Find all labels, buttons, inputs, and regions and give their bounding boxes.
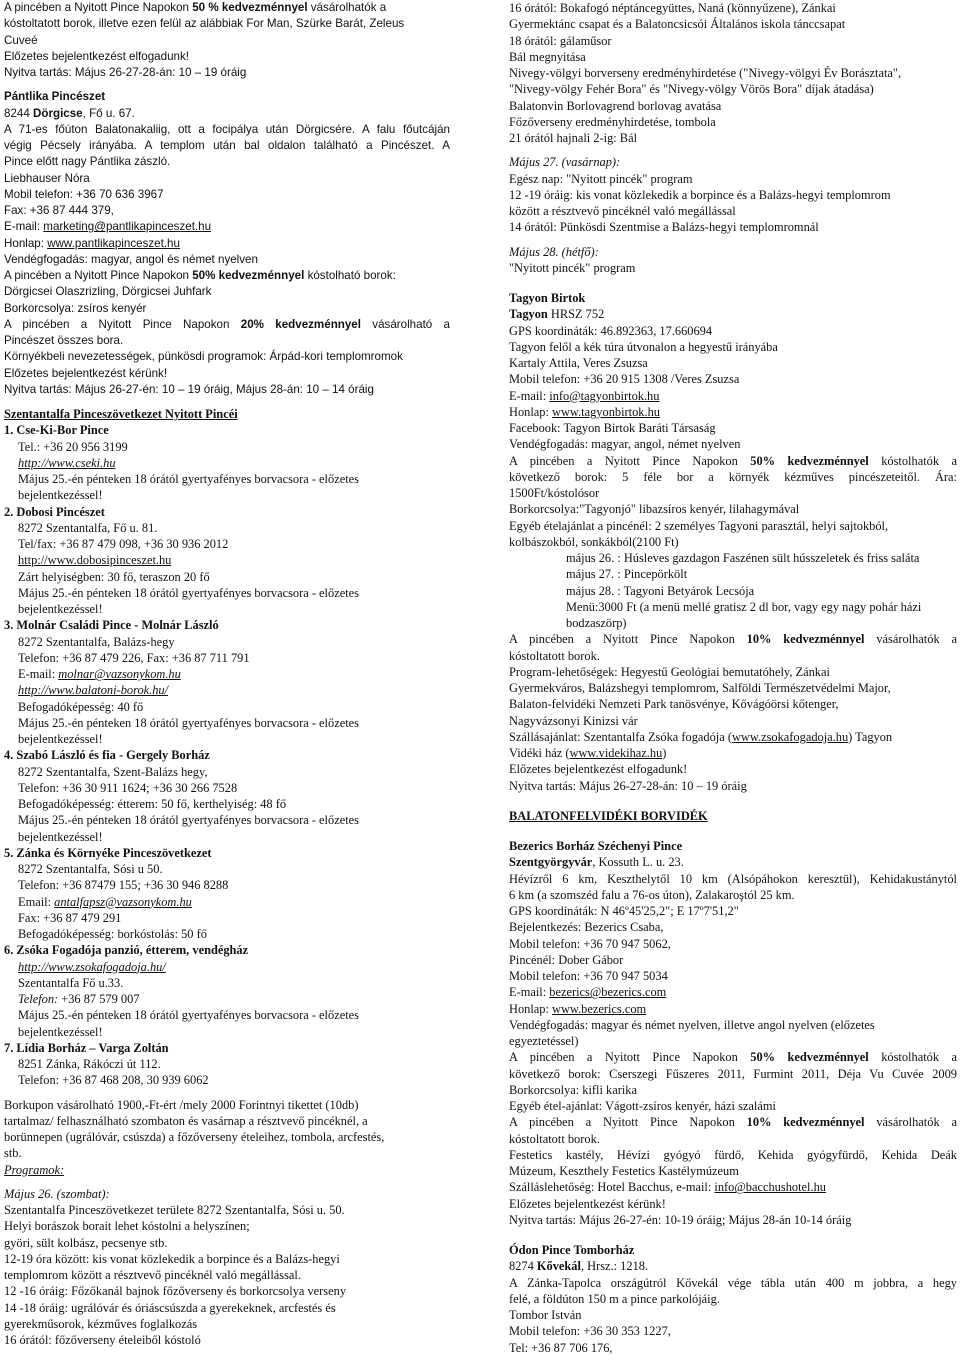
text-line[interactable]: E-mail: bezerics@bezerics.com bbox=[509, 985, 667, 1000]
text-line: Telefon: +36 30 911 1624; +36 30 266 7528 bbox=[18, 780, 238, 795]
text-line[interactable]: Honlap: www.pantlikapinceszet.hu bbox=[4, 236, 180, 250]
text-line: Borkorcsolya: kifli karika bbox=[509, 1082, 638, 1097]
text-line: felé, a földúton 150 m a pince parkolójáig. bbox=[509, 1291, 720, 1306]
text-line: Főzőverseny eredményhirdetése, tombola bbox=[509, 114, 716, 129]
link[interactable]: antalfapsz@vazsonykom.hu bbox=[54, 894, 192, 909]
text-line: bejelentkezéssel! bbox=[18, 488, 103, 503]
bold-text: Szentgyörgyvár bbox=[509, 855, 593, 870]
text-line: Telefon: +36 87 468 208, 30 939 6062 bbox=[18, 1073, 209, 1088]
text-line[interactable]: Szálláslehetőség: Hotel Bacchus, e-mail: info@bacchushotel.hu bbox=[509, 1180, 826, 1195]
text-line: Szentantalfa Pinceszövetkezet Nyitott Pincéi bbox=[4, 407, 238, 421]
text-line: 4. Szabó László és fia - Gergely Borház bbox=[4, 748, 210, 763]
spacer bbox=[509, 146, 957, 154]
text-line: 18 órától: gálaműsor bbox=[509, 33, 612, 48]
text-line: "Nivegy-völgy Fehér Bora" és "Nivegy-völgy Vörös Bora" díjak átadása) bbox=[509, 82, 874, 97]
link[interactable]: www.pantlikapinceszet.hu bbox=[47, 236, 180, 250]
bold-text: Tagyon bbox=[509, 307, 548, 322]
spacer bbox=[509, 1228, 957, 1242]
text-line: A pincében a Nyitott Pince Napokon 10% kedvezménnyel vásárolhatók a bbox=[509, 1115, 957, 1130]
text-line: Nivegy-völgyi borverseny eredményhirdetése ("Nivegy-völgyi Év Borásztata", bbox=[509, 66, 902, 80]
spacer bbox=[4, 1178, 450, 1186]
text-line: Helyi borászok borait lehet kóstolni a helyszínen; bbox=[4, 1219, 250, 1234]
bold-text: 10% kedvezménnyel bbox=[746, 632, 865, 647]
text-line: 6 km (a szomszéd falu a 76-os úton), Zalakaroştól 25 km. bbox=[509, 887, 795, 902]
text-line: Nagyvázsonyi Kinizsi vár bbox=[509, 713, 638, 728]
bold-text: 50% kedvezménnyel bbox=[192, 269, 305, 282]
text-line: bejelentkezéssel! bbox=[18, 829, 103, 844]
text-line: Mobil telefon: +36 30 353 1227, bbox=[509, 1324, 671, 1339]
link[interactable]: info@tagyonbirtok.hu bbox=[549, 388, 660, 403]
link[interactable]: molnar@vazsonykom.hu bbox=[58, 667, 181, 681]
text-line: Vendégfogadás: magyar, angol és német nyelven bbox=[4, 252, 258, 266]
text-line: 3. Molnár Családi Pince - Molnár László bbox=[4, 618, 219, 633]
bold-text: 10% kedvezménnyel bbox=[746, 1115, 865, 1130]
text-line: Befogadóképesség: borkóstolás: 50 fő bbox=[18, 927, 207, 941]
spacer bbox=[509, 276, 957, 290]
text-line: május 26. : Húsleves gazdagon Faszénen sült hússzeletek és friss saláta bbox=[566, 551, 920, 565]
text-line[interactable]: Email: antalfapsz@vazsonykom.hu bbox=[18, 894, 192, 909]
text-line: Május 27. (vasárnap): bbox=[509, 155, 621, 170]
text-line: Borkorcsolya:"Tagyonjó" libazsíros kenyér, lilahagymával bbox=[509, 502, 800, 517]
link[interactable]: marketing@pantlikapinceszet.hu bbox=[43, 220, 212, 234]
text-line: egyeztetéssel) bbox=[509, 1034, 579, 1048]
link[interactable]: www.videkihaz.hu bbox=[569, 746, 663, 760]
text-line: Hévízről 6 km, Keszthelytől 10 km (Alsópáhokon keresztül), Kehidakustánytól bbox=[509, 871, 957, 886]
text-line: 1500Ft/kóstolósor bbox=[509, 486, 600, 500]
text-line: http://www.dobosipinceszet.hu bbox=[18, 553, 172, 568]
text-line[interactable]: E-mail: marketing@pantlikapinceszet.hu bbox=[4, 220, 212, 234]
text-line: templomrom között a résztvevő pincéknél való megállással. bbox=[4, 1268, 301, 1282]
text-line: Múzeum, Keszthely Festetics Kastélymúzeum bbox=[509, 1164, 739, 1178]
text-line: 14 órától: Pünkösdi Szentmise a Balázs-hegyi templomromnál bbox=[509, 220, 819, 235]
text-line: 8272 Szentantalfa, Szent-Balázs hegy, bbox=[18, 764, 208, 779]
link[interactable]: www.tagyonbirtok.hu bbox=[552, 404, 660, 419]
text-line: Balaton-felvidéki Nemzeti Park tanösvénye, Kővágóörsi kőtenger, bbox=[509, 697, 839, 712]
text-line: Egyéb étel-ajánlat: Vágott-zsíros kenyér, házi szalámi bbox=[509, 1099, 776, 1113]
text-line: A 71-es főúton Balatonakaliig, ott a focipálya után Dörgicsére. A falu főutcáján bbox=[4, 122, 450, 136]
text-line: 2. Dobosi Pincészet bbox=[4, 504, 105, 519]
text-line: kóstoltatott borok. bbox=[509, 1131, 600, 1146]
text-line: Szentantalfa Fő u.33. bbox=[18, 975, 124, 990]
text-line: 12 -19 óráig: kis vonat közlekedik a borpince és a Balázs-hegyi templomrom bbox=[509, 187, 891, 202]
text-line: május 27. : Pincepörkölt bbox=[566, 567, 688, 582]
link[interactable]: www.zsokafogadoja.hu bbox=[731, 729, 849, 744]
text-line[interactable]: E-mail: info@tagyonbirtok.hu bbox=[509, 388, 660, 403]
text-line: Pincészet összes bora. bbox=[4, 334, 124, 347]
text-line: Tel: +36 87 706 176, bbox=[509, 1340, 613, 1355]
left-column bbox=[4, 0, 450, 1348]
text-line: Mobil telefon: +36 70 947 5062, bbox=[509, 936, 671, 951]
text-line: Borkorcsolya: zsíros kenyér bbox=[4, 301, 147, 315]
text-line: 8272 Szentantalfa, Fő u. 81. bbox=[18, 520, 158, 535]
text-line: borünnepen (ugrálóvár, csúszda) a főzőverseny ételeihez, tombola, arcfestés, bbox=[4, 1130, 385, 1144]
text-line: kóstoltatott borok, illetve ezen felül az alábbiak For Man, Szürke Barát, Zeleus bbox=[4, 17, 405, 31]
text-line: Bezerics Borház Széchenyi Pince bbox=[509, 839, 683, 853]
text-line: Gyermektánc csapat és a Balatoncsicsói Általános iskola tánccsapat bbox=[509, 17, 846, 32]
text-line: következő borok: 5 féle bor a környék kézműves pincészeteitől. Ára: bbox=[509, 469, 957, 484]
text-line: BALATONFELVIDÉKI BORVIDÉK bbox=[509, 808, 708, 823]
text-line: A pincében a Nyitott Pince Napokon 10% kedvezménnyel vásárolhatók a bbox=[509, 632, 957, 647]
text-line: Bál megnyitása bbox=[509, 49, 586, 64]
text-line: A pincében a Nyitott Pince Napokon 50% kedvezménnyel kóstolhatók a bbox=[509, 453, 957, 468]
text-line: Május 25.-én pénteken 18 órától gyertyafényes borvacsora - előzetes bbox=[18, 585, 359, 600]
text-line: 8272 Szentantalfa, Balázs-hegy bbox=[18, 634, 175, 649]
text-line: Tagyon Birtok bbox=[509, 291, 586, 305]
text-line: GPS koordináták: 46.892363, 17.660694 bbox=[509, 323, 713, 338]
bold-text: 50 % kedvezménnyel bbox=[192, 1, 308, 14]
text-line: Nyitva tartás: Május 26-27-én: 10 – 19 óráig, Május 28-án: 10 – 14 óráig bbox=[4, 382, 374, 396]
text-line: Programok: bbox=[4, 1162, 65, 1177]
text-line: között a résztvevő pincéknél való megállással bbox=[509, 204, 736, 218]
text-line: Telefon: +36 87479 155; +36 30 946 8288 bbox=[18, 878, 229, 893]
text-line: kóstoltatott borok. bbox=[509, 648, 600, 663]
text-line: Mobil telefon: +36 70 947 5034 bbox=[509, 969, 668, 983]
text-line: Menü:3000 Ft (a menü mellé gratisz 2 dl bor, vagy egy nagy pohár házi bbox=[566, 599, 922, 614]
text-line: 5. Zánka és Környéke Pinceszövetkezet bbox=[4, 845, 212, 860]
text-line: Telefon: +36 87 479 226, Fax: +36 87 711 791 bbox=[18, 650, 250, 665]
text-line: györi, sült kolbász, pecsenye stb. bbox=[4, 1235, 168, 1250]
text-line: stb. bbox=[4, 1146, 22, 1161]
text-line: bejelentkezéssel! bbox=[18, 602, 103, 616]
bold-text: Dörgicse bbox=[33, 106, 83, 120]
text-line: GPS koordináták: N 46º45'25,2"; E 17º7'51,2" bbox=[509, 904, 739, 918]
text-line[interactable]: Szállásajánlat: Szentantalfa Zsóka fogadója (www.zsokafogadoja.hu) Tagyon bbox=[509, 729, 893, 744]
text-line: A pincében a Nyitott Pince Napokon 50% kedvezménnyel kóstolható borok: bbox=[4, 269, 396, 282]
text-line: bejelentkezéssel! bbox=[18, 1024, 103, 1039]
text-line: Bejelentkezés: Bezerics Csaba, bbox=[509, 920, 664, 935]
text-line: Fax: +36 87 444 379, bbox=[4, 204, 114, 217]
link[interactable]: bezerics@bezerics.com bbox=[549, 985, 667, 1000]
text-line: gyerekműsorok, kézműves foglalkozás bbox=[4, 1316, 198, 1331]
text-line: Pince előtt nagy Pántlika zászló. bbox=[4, 155, 171, 169]
text-line: Környékbeli nevezetességek, pünkösdi programok: Árpád-kori templomromok bbox=[4, 350, 403, 364]
text-line: Program-lehetőségek: Hegyestű Geológiai bemutatóhely, Zánkai bbox=[509, 664, 830, 679]
bold-text: Kővekál bbox=[536, 1259, 581, 1274]
text-line: Mobil telefon: +36 20 915 1308 /Veres Zsuzsa bbox=[509, 372, 740, 387]
text-line: tartalmaz/ felhasználható szombaton és vasárnap a résztvevő pincéknél, a bbox=[4, 1113, 368, 1128]
text-line: 7. Lídia Borház – Varga Zoltán bbox=[4, 1040, 169, 1055]
text-line: Liebhauser Nóra bbox=[4, 171, 90, 185]
text-line: következő borok: Cserszegi Fűszeres 2011, Furmint 2011, Déja Vu Cuvée 2009 bbox=[509, 1066, 957, 1081]
spacer bbox=[4, 398, 450, 406]
text-line: Tagyon felől a kék túra útvonalon a hegyestű irányába bbox=[509, 339, 778, 354]
text-line: Borkupon vásárolható 1900,-Ft-ért /mely 2000 Forintnyi tikettet (10db) bbox=[4, 1097, 359, 1112]
text-line: végig Pécsely irányába. A templom után bal oldalon található a Pincészet. A bbox=[4, 139, 450, 152]
text-line: 21 órától hajnali 2-ig: Bál bbox=[509, 131, 638, 145]
text-line: 8274 Kővekál, Hrsz.: 1218. bbox=[509, 1259, 649, 1274]
text-line: Előzetes bejelentkezést kérünk! bbox=[4, 366, 168, 380]
text-line: Május 26. (szombat): bbox=[4, 1186, 110, 1201]
text-line: kolbászokból, sonkákból(2100 Ft) bbox=[509, 534, 679, 549]
text-line: Pántlika Pincészet bbox=[4, 90, 106, 104]
text-line: http://www.balatoni-borok.hu/ bbox=[18, 683, 169, 698]
text-line: Festetics kastély, Hévízi gyógyó fürdő, Kehida gyógyfürdő, Kehida Deák bbox=[509, 1147, 957, 1162]
text-line: bodzaszörp) bbox=[566, 616, 627, 630]
text-line: Ódon Pince Tomborház bbox=[509, 1243, 635, 1257]
text-line: Előzetes bejelentkezést elfogadunk! bbox=[4, 49, 189, 63]
text-line: http://www.zsokafogadoja.hu/ bbox=[18, 959, 166, 974]
spacer bbox=[4, 81, 450, 89]
italic-text: Telefon: bbox=[18, 992, 59, 1006]
link[interactable]: info@bacchushotel.hu bbox=[714, 1180, 826, 1195]
text-line: 16 órától: főzőverseny ételeiből kóstoló bbox=[4, 1333, 201, 1347]
text-line: A Zánka-Tapolca országútról Kővekál vége tábla után 400 m jobbra, a hegy bbox=[509, 1275, 957, 1290]
text-line: Május 28. (hétfő): bbox=[509, 244, 599, 259]
text-line: bejelentkezéssel! bbox=[18, 732, 103, 746]
text-line: Tagyon HRSZ 752 bbox=[509, 307, 605, 322]
text-line: Tel/fax: +36 87 479 098, +36 30 936 2012 bbox=[18, 537, 229, 551]
text-line: A pincében a Nyitott Pince Napokon 20% kedvezménnyel vásárolható a bbox=[4, 317, 450, 331]
text-line: http://www.cseki.hu bbox=[18, 455, 116, 470]
text-line: A pincében a Nyitott Pince Napokon 50 % kedvezménnyel vásárolhatók a bbox=[4, 1, 387, 14]
text-line: Nyitva tartás: Május 26-27-28-án: 10 – 19 óráig bbox=[509, 778, 747, 793]
text-line: Fax: +36 87 479 291 bbox=[18, 910, 122, 925]
text-line: Tel.: +36 20 956 3199 bbox=[18, 439, 128, 454]
text-line: Egyéb ételajánlat a pincénél: 2 személyes Tagyoni parasztál, helyi sajtokból, bbox=[509, 518, 889, 533]
text-line[interactable]: Honlap: www.tagyonbirtok.hu bbox=[509, 404, 660, 419]
text-line: 8251 Zánka, Rákóczi út 112. bbox=[18, 1057, 161, 1071]
text-line: Nyitva tartás: Május 26-27-28-án: 10 – 19 óráig bbox=[4, 66, 247, 79]
text-line: Balatonvin Borlovagrend borlovag avatása bbox=[509, 98, 722, 113]
bold-text: 50% kedvezménnyel bbox=[750, 453, 869, 468]
text-line: "Nyitott pincék" program bbox=[509, 260, 636, 275]
text-line: 1. Cse-Ki-Bor Pince bbox=[4, 423, 109, 438]
text-line: Zárt helyiségben: 30 fő, teraszon 20 fő bbox=[18, 569, 210, 584]
text-line: Mobil telefon: +36 70 636 3967 bbox=[4, 187, 164, 201]
text-line: Pincénél: Dober Gábor bbox=[509, 952, 624, 967]
text-line: Gyermekváros, Balázshegyi templomrom, Salföldi Természetvédelmi Major, bbox=[509, 681, 891, 695]
text-line: 12 -16 óráig: Főzőkanál bajnok főzőverseny és borkorcsolya verseny bbox=[4, 1284, 347, 1299]
text-line: Befogadóképesség: étterem: 50 fő, kerthelyiség: 48 fő bbox=[18, 797, 287, 811]
text-line: A pincében a Nyitott Pince Napokon 50% kedvezménnyel kóstolhatók a bbox=[509, 1050, 957, 1065]
text-line: Dörgicsei Olaszrizling, Dörgicsei Juhfark bbox=[4, 285, 212, 299]
text-line: Előzetes bejelentkezést elfogadunk! bbox=[509, 762, 688, 777]
text-line: Szentgyörgyvár, Kossuth L. u. 23. bbox=[509, 855, 684, 870]
text-line: Vendégfogadás: magyar és német nyelven, illetve angol nyelven (előzetes bbox=[509, 1017, 875, 1032]
text-line: Május 25.-én pénteken 18 órától gyertyafényes borvacsora - előzetes bbox=[18, 1008, 359, 1023]
text-line: Május 25.-én pénteken 18 órától gyertyafényes borvacsora - előzetes bbox=[18, 813, 359, 828]
text-line: Május 25.-én pénteken 18 órától gyertyafényes borvacsora - előzetes bbox=[18, 715, 359, 730]
text-line[interactable]: E-mail: molnar@vazsonykom.hu bbox=[18, 667, 181, 681]
text-line: 16 órától: Bokafogó néptáncegyüttes, Naná (könnyűzene), Zánkai bbox=[509, 1, 836, 15]
bold-text: 20% kedvezménnyel bbox=[240, 317, 361, 331]
text-line: Facebook: Tagyon Birtok Baráti Társaság bbox=[509, 421, 716, 435]
text-line: május 28. : Tagyoni Betyárok Lecsója bbox=[566, 583, 755, 598]
text-line: Vendégfogadás: magyar, angol, német nyelven bbox=[509, 437, 741, 452]
spacer bbox=[509, 824, 957, 838]
text-line: 14 -18 óráig: ugrálóvár és óriáscsúszda a gyerekeknek, arcfestés és bbox=[4, 1300, 336, 1315]
right-column bbox=[509, 0, 957, 1356]
text-line: Kartaly Attila, Veres Zsuzsa bbox=[509, 356, 648, 370]
text-line: Szentantalfa Pinceszövetkezet területe 8272 Szentantalfa, Sósi u. 50. bbox=[4, 1203, 345, 1217]
text-line: Telefon: +36 87 579 007 bbox=[18, 992, 140, 1006]
text-line: Cuveé bbox=[4, 33, 38, 47]
text-line: 12-19 óra között: kis vonat közlekedik a borpince és a Balázs-hegyi bbox=[4, 1251, 340, 1266]
text-line: Május 25.-én pénteken 18 órától gyertyafényes borvacsora - előzetes bbox=[18, 472, 359, 486]
text-line: Előzetes bejelentkezést kérünk! bbox=[509, 1196, 666, 1211]
text-line: Nyitva tartás: Május 26-27-én: 10-19 óráig; Május 28-án 10-14 óráig bbox=[509, 1212, 852, 1227]
spacer bbox=[509, 794, 957, 808]
text-line: 8244 Dörgicse, Fő u. 67. bbox=[4, 106, 135, 120]
text-line: Befogadóképesség: 40 fő bbox=[18, 699, 144, 714]
bold-text: 50% kedvezménnyel bbox=[750, 1050, 869, 1065]
text-line[interactable]: Vidéki ház (www.videkihaz.hu) bbox=[509, 746, 667, 760]
text-line[interactable]: Honlap: www.bezerics.com bbox=[509, 1001, 647, 1016]
text-line: Tombor István bbox=[509, 1308, 582, 1322]
link[interactable]: www.bezerics.com bbox=[552, 1001, 647, 1016]
text-line: 6. Zsóka Fogadója panzió, étterem, vendégház bbox=[4, 943, 249, 958]
spacer bbox=[509, 236, 957, 244]
spacer bbox=[4, 1089, 450, 1097]
text-line: Egész nap: "Nyitott pincék" program bbox=[509, 171, 693, 186]
text-line: 8272 Szentantalfa, Sósi u 50. bbox=[18, 862, 163, 876]
